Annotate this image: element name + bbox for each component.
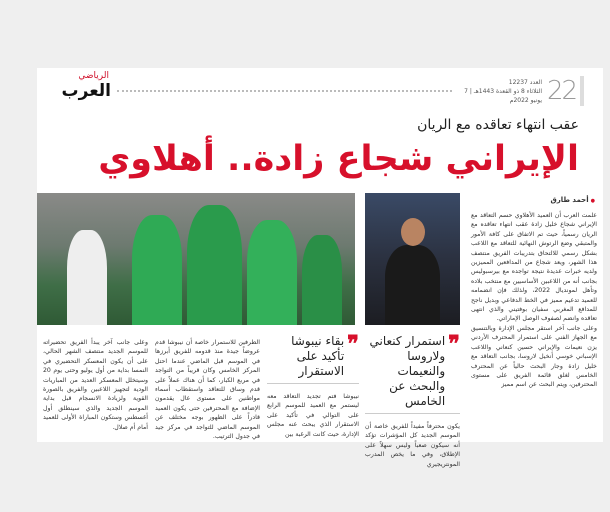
article-headline: الإيراني شجاع زادة.. أهلاوي	[98, 139, 579, 179]
subhead-block-2	[267, 331, 359, 439]
column-4: وعلى جانب آخر يبدأ الفريق تحضيراته للموسم الجديد منتصف الشهر الحالي، على أن يكون المعسكر التحضيري في النمسا بداية من أول يوليو وحتى يوم 20 وسيتخلل المعسكر العديد من المباريات الودية لتجهيز اللاعبين والفريق بالصورة القوية ولزيادة الانسجام قبل بداية الموسم الجديد والذي سينطلق أول أغسطس وستكون المباراة الأولى للعميد أمام أم صلال.	[43, 339, 148, 431]
column-1: يكون محترفاً مفيداً للفريق خاصة أن الموسم الجديد كل المؤشرات تؤكد أنه سيكون صعباً وليس سهلاً على الإطلاق، وفي ما يخص المدرب المونتريجيري	[365, 423, 460, 468]
team-celebration-photo	[37, 193, 355, 325]
logo-title: العرب	[61, 81, 111, 101]
quote-mark-icon: ❞	[347, 331, 359, 357]
page-number: 22	[547, 76, 584, 106]
column-2: نيبوشا فتم تجديد التعاقد معه ليستمر مع العميد للموسم الرابع على التوالي في تأكيد على الاستقرار الذي يبحث عنه مجلس الإدارة، حيث كانت الرغبة بين	[267, 393, 359, 438]
newspaper-page	[37, 68, 603, 468]
logo-subtitle: الرياضي	[78, 71, 109, 81]
subheading-1: استمرار كنعاني ولاروسا والنعيمات والبحث عن الخامس	[369, 334, 446, 408]
header-divider	[117, 90, 452, 92]
issue-info	[457, 78, 542, 105]
subheading-2: بقاء نيبوشا تأكيد على الاستقرار	[291, 334, 345, 378]
subhead-divider	[267, 383, 359, 384]
column-3: الطرفين للاستمرار خاصة أن نيبوشا قدم عروضاً جيدة منذ قدومه للفريق أبرزها في الموسم قبل الماضي عندما احتل المركز الخامس وكان قريباً من التواجد في مربع الكبار، كما أن هناك عملاً على قدم وساق للتعاقد واستقطاب أسماء مواطنين على مستوى عال يقدمون الإضافة مع المحترفين حتى يكون العميد قادراً على الظهور بوجه مختلف عن الموسم الماضي للتواجد في مركز جيد في جدول الترتيب.	[155, 339, 260, 441]
quote-mark-icon: ❞	[448, 331, 460, 357]
intro-paragraph: علمت العرب أن العميد الأهلاوي حسم التعاقد مع الإيراني شجاع خليل زادة عقب انتهاء تعاقده مع الريان رسمياً، حيث تم الاتفاق على كافة الأمور والمتبقي وضع الرتوش النهائية للتعاقد مع اللاعب بشكل رسمي للالتحاق بتدريبات الفريق منتصف هذا الشهر، ويعد شجاع من المدافعين المميزين ولديه خبرات عديدة نتيجة تواجده مع بيرسبوليس بجانب أنه من اللاعبين الأساسيين مع منتخب بلاده وتأهل لمونديال 2022، ولذلك فإن انضمامه للعميد تدعيم مميز في الخط الدفاعي وبديل ناجح للمدافع المغربي سفيان بوفتيني والذي انتهى تعاقده وانضم لصفوف الوصل الإماراتي.	[471, 212, 597, 323]
intro-paragraph-2: وعلى جانب آخر استقر مجلس الإدارة وبالتنسيق مع الجهاز الفني على استمرار المحترف الأردني يزن نعيمات والإيراني حسين كنعاني واللاعب الإسباني خوسي أنخيل لاروسا، بجانب التعاقد مع خليل زادة وجار البحث حالياً عن المحترف الخامس لغلق قائمة الفريق على مستوى المحترفين، ويتم البحث عن اسم مميز	[471, 324, 597, 389]
article-kicker: عقب انتهاء تعاقده مع الريان	[417, 117, 579, 133]
subhead-block-1	[365, 331, 460, 469]
issue-date: الثلاثاء 8 ذو القعدة 1443هـ | 7 يونيو 2022م	[464, 88, 542, 104]
subhead-divider	[365, 413, 460, 414]
newspaper-logo	[43, 71, 113, 103]
player-portrait-photo	[365, 193, 460, 325]
issue-number: العدد 12237	[508, 79, 542, 86]
author-byline: ● أحمد طارق	[550, 195, 595, 206]
intro-column	[471, 211, 597, 390]
